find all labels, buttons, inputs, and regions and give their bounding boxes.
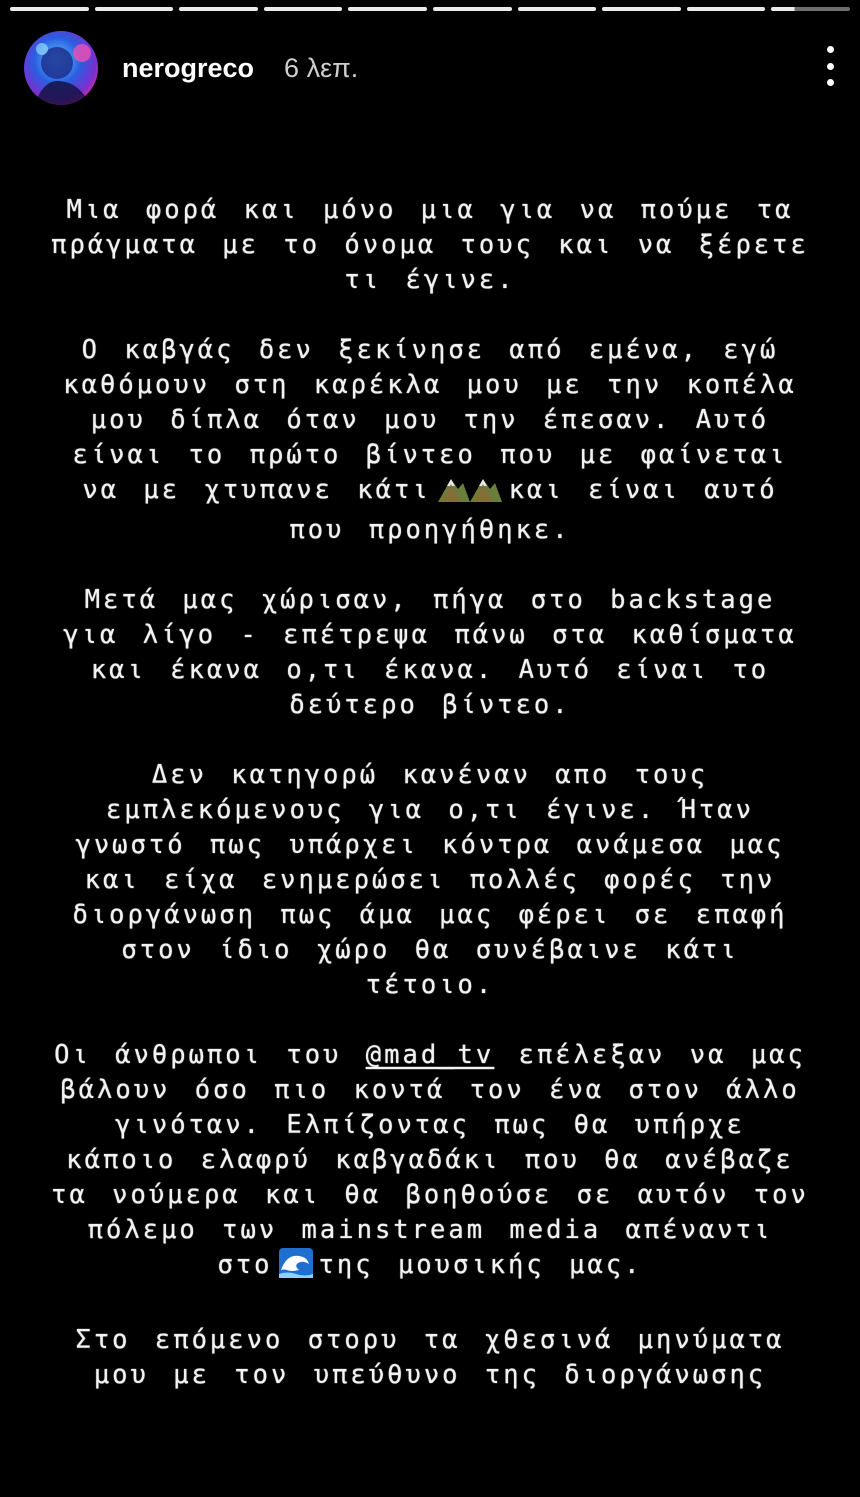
paragraph-backstage <box>40 583 820 723</box>
text-line: για λίγο - επέτρεψα πάνω στα καθίσματα <box>63 620 797 650</box>
paragraph-next-story <box>40 1323 820 1393</box>
avatar[interactable] <box>24 31 98 105</box>
text-line: διοργάνωση πως άμα μας φέρει σε επαφή <box>72 900 788 930</box>
more-options-icon[interactable] <box>822 46 838 86</box>
progress-segment <box>95 7 174 11</box>
text-line: γινόταν. Ελπίζοντας πως θα υπήρχε <box>115 1110 745 1140</box>
text-line-with-mention <box>40 1038 820 1073</box>
text-line: μου δίπλα όταν μου την έπεσαν. Αυτό <box>90 405 770 435</box>
text-line: και είχα ενημερώσει πολλές φορές την <box>84 865 776 895</box>
progress-segment <box>10 7 89 11</box>
text-line: τέτοιο. <box>365 970 495 1000</box>
paragraph-intro <box>40 193 820 298</box>
text-line: είναι το πρώτο βίντεο που με φαίνεται <box>72 440 788 470</box>
text-line: μου με τον υπεύθυνο της διοργάνωσης <box>93 1360 767 1390</box>
text-segment: και είναι αυτό <box>508 475 778 505</box>
progress-segment <box>687 7 766 11</box>
text-line: γνωστό πως υπάρχει κόντρα ανάμεσα μας <box>75 830 785 860</box>
text-line: δεύτερο βίντεο. <box>289 690 571 720</box>
progress-segment-current <box>771 7 850 11</box>
paragraph-fight <box>40 333 820 548</box>
progress-segment <box>518 7 597 11</box>
progress-segment <box>348 7 427 11</box>
story-header <box>24 30 840 106</box>
text-segment: της μουσικής μας. <box>318 1250 643 1280</box>
text-segment: επέλεξαν να μας <box>518 1040 806 1070</box>
story-progress-bar <box>10 7 850 12</box>
text-line: Μια φορά και μόνο μια για να πούμε τα <box>66 195 794 225</box>
text-line-with-emoji <box>40 1248 820 1288</box>
text-segment: Οι άνθρωποι του <box>54 1040 342 1070</box>
text-line: που προηγήθηκε. <box>289 515 571 545</box>
text-line: πράγματα με το όνομα τους και να ξέρετε <box>51 230 809 260</box>
text-line: τι έγινε. <box>344 265 516 295</box>
text-line: Μετά μας χώρισαν, πήγα στο backstage <box>84 585 776 615</box>
text-line: τα νούμερα και θα βοηθούσε σε αυτόν τον <box>51 1180 809 1210</box>
text-line: βάλουν όσο πιο κοντά τον ένα στον άλλο <box>60 1075 800 1105</box>
text-line: Ο καβγάς δεν ξεκίνησε από εμένα, εγώ <box>81 335 779 365</box>
progress-segment <box>179 7 258 11</box>
progress-segment <box>433 7 512 11</box>
text-line: και έκανα ο,τι έκανα. Αυτό είναι το <box>90 655 770 685</box>
text-line-with-emoji <box>40 473 820 513</box>
story-text <box>40 193 820 1428</box>
text-line: κάποιο ελαφρύ καβγαδάκι που θα ανέβαζε <box>66 1145 794 1175</box>
username[interactable]: nerogreco <box>122 52 255 83</box>
progress-segment <box>264 7 343 11</box>
text-line: Στο επόμενο στορυ τα χθεσινά μηνύματα <box>75 1325 785 1355</box>
paragraph-organizers <box>40 1038 820 1288</box>
text-line: εμπλεκόμενους για ο,τι έγινε. Ήταν <box>106 795 754 825</box>
more-dot <box>827 63 834 70</box>
text-segment: στο <box>217 1250 273 1280</box>
text-line: πόλεμο των mainstream media απέναντι <box>87 1215 773 1245</box>
mention-link[interactable]: @mad_tv <box>365 1040 495 1070</box>
progress-segment <box>602 7 681 11</box>
text-line: στον ίδιο χώρο θα συνέβαινε κάτι <box>121 935 739 965</box>
text-segment: να με χτυπανε κάτι <box>82 475 431 505</box>
paragraph-blame <box>40 758 820 1003</box>
post-time: 6 λεπ. <box>284 52 359 83</box>
text-line: Δεν κατηγορώ κανέναν απο τους <box>151 760 709 790</box>
text-line: καθόμουν στη καρέκλα μου με την κοπέλα <box>63 370 797 400</box>
more-dot <box>827 46 834 53</box>
more-dot <box>827 79 834 86</box>
mountain-emoji-icon <box>437 475 503 513</box>
water-wave-emoji-icon <box>279 1248 313 1288</box>
